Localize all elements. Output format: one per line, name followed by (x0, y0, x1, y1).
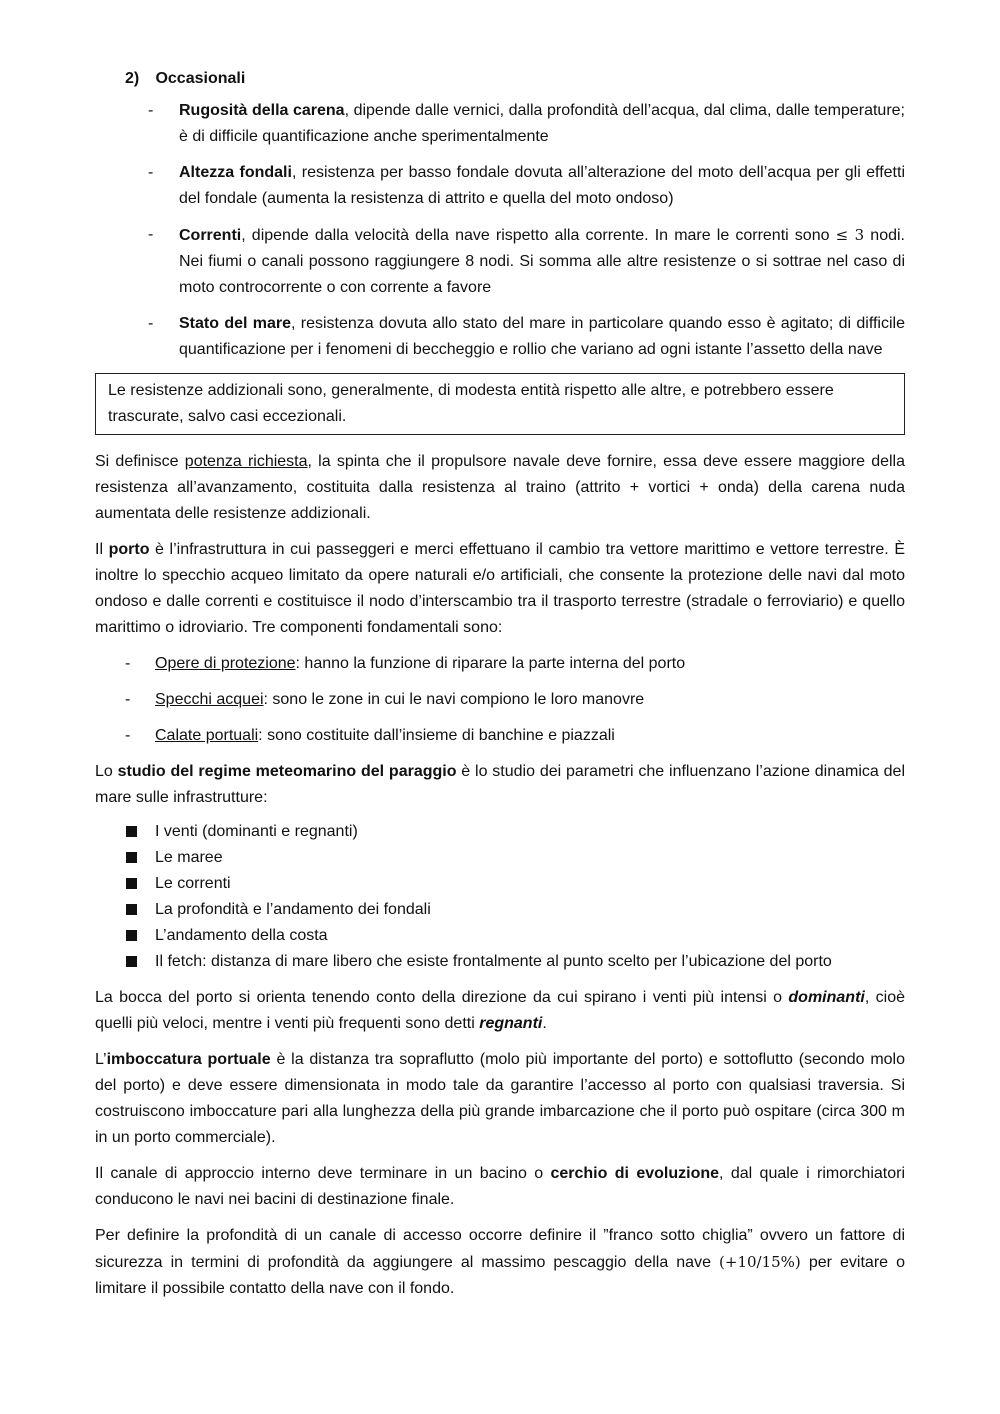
item-text: La profondità e l’andamento dei fondali (155, 901, 431, 918)
bold-term: studio del regime meteomarino del paraggio (117, 763, 457, 780)
paragraph-porto (95, 537, 905, 641)
square-bullet-icon (126, 930, 137, 941)
port-components-list (125, 651, 905, 749)
text-run: La bocca del porto si orienta tenendo conto della direzione da cui spirano i venti più intensi o (95, 989, 789, 1006)
bold-italic-term: regnanti (479, 1015, 543, 1032)
underlined-term: potenza richiesta (184, 453, 308, 470)
dash-bullet: - (148, 102, 154, 119)
paragraph-studio (95, 759, 905, 811)
bold-term: imboccatura portuale (106, 1051, 271, 1068)
list-item (148, 160, 905, 212)
list-item (125, 897, 905, 923)
underlined-term: Opere di protezione (155, 655, 296, 672)
item-text: , resistenza dovuta allo stato del mare in particolare quando esso è agitato; di difficile quantificazione per i fenomeni di beccheggio e rollio che variano ad ogni istante l’assetto della nave (179, 315, 905, 358)
item-term: Correnti (179, 227, 242, 244)
paragraph-franco (95, 1223, 905, 1302)
section-heading (125, 70, 905, 88)
item-text-continued: nodi. Nei fiumi o canali possono raggiungere 8 nodi. Si somma alle altre resistenze o si sottrae nel caso di moto controcorrente o con corrente a favore (179, 227, 905, 296)
paragraph-bocca (95, 985, 905, 1037)
note-box (95, 373, 905, 435)
square-bullet-icon (126, 852, 137, 863)
list-item (125, 819, 905, 845)
item-text: : sono le zone in cui le navi compiono le loro manovre (263, 691, 645, 708)
note-text: Le resistenze addizionali sono, generalmente, di modesta entità rispetto alle altre, e potrebbero essere trascurate, salvo casi eccezionali. (108, 382, 834, 425)
item-text: , resistenza per basso fondale dovuta all’alterazione del moto dell’acqua per gli effetti del fondale (aumenta la resistenza di attrito e quella del moto ondoso) (179, 164, 905, 207)
bold-term: porto (108, 541, 150, 558)
text-run: Per definire la profondità di un canale di accesso occorre definire il ”franco sotto chiglia” ovvero un fattore di sicurezza in termini di profondità da aggiungere al massimo pescaggio della nave (95, 1227, 905, 1271)
page-content (95, 70, 905, 1312)
text-run: L’ (95, 1051, 107, 1068)
item-term: Altezza fondali (179, 164, 292, 181)
square-bullet-icon (126, 878, 137, 889)
text-run: . (542, 1015, 547, 1032)
list-item (148, 222, 905, 301)
list-item (125, 723, 905, 749)
item-text: L’andamento della costa (155, 927, 328, 944)
item-term: Rugosità della carena (179, 102, 345, 119)
square-bullet-icon (126, 826, 137, 837)
list-item (125, 923, 905, 949)
text-run: , la spinta che il propulsore navale deve fornire, essa deve essere maggiore della resistenza all’avanzamento, costituita dalla resistenza al traino (attrito + vortici + onda) della carena nuda aumentata delle resistenze addizionali. (95, 453, 906, 522)
list-item (125, 949, 905, 975)
text-run: Lo (95, 763, 118, 780)
paragraph-canale (95, 1161, 905, 1213)
paragraph-potenza (95, 449, 905, 527)
text-run: Si definisce (95, 453, 185, 470)
list-item (148, 98, 905, 150)
text-run: è lo studio dei parametri che influenzano l’azione dinamica del mare sulle infrastrutture: (95, 763, 905, 806)
item-text: , dipende dalle vernici, dalla profondità dell’acqua, dal clima, dalle temperature; è di difficile quantificazione anche sperimentalmente (179, 102, 906, 145)
item-math: ≤ 3 (835, 226, 865, 244)
text-run: , cioè quelli più veloci, mentre i venti più frequenti sono detti (95, 989, 905, 1032)
dash-bullet: - (148, 164, 154, 181)
list-item (125, 687, 905, 713)
square-bullet-icon (126, 956, 137, 967)
section-title: Occasionali (155, 70, 246, 87)
text-run: è la distanza tra sopraflutto (molo più importante del porto) e sottoflutto (secondo molo del porto) e deve essere dimensionata in modo tale da garantire l’accesso al porto con qualsiasi traversia. Si costruiscono imboccature pari alla lunghezza della più grande imbarcazione che il porto può ospitare (circa 300 m in un porto commerciale). (95, 1051, 906, 1146)
item-text: Le maree (155, 849, 223, 866)
item-text: : sono costituite dall’insieme di banchine e piazzali (258, 727, 615, 744)
dash-bullet: - (125, 727, 131, 744)
text-run: Il (95, 541, 109, 558)
bold-term: cerchio di evoluzione (550, 1165, 720, 1182)
item-text: Il fetch: distanza di mare libero che esiste frontalmente al punto scelto per l’ubicazione del porto (155, 953, 832, 970)
text-run: , dal quale i rimorchiatori conducono le navi nei bacini di destinazione finale. (95, 1165, 906, 1208)
item-text: : hanno la funzione di riparare la parte interna del porto (295, 655, 686, 672)
section-number: 2) (125, 70, 140, 87)
list-item (125, 845, 905, 871)
underlined-term: Calate portuali (155, 727, 259, 744)
dash-bullet: - (148, 315, 154, 332)
bold-italic-term: dominanti (788, 989, 865, 1006)
text-run: Il canale di approccio interno deve terminare in un bacino o (95, 1165, 551, 1182)
list-item (125, 871, 905, 897)
parameters-list (125, 819, 905, 975)
text-run: per evitare o limitare il possibile contatto della nave con il fondo. (95, 1254, 905, 1297)
dash-bullet: - (125, 691, 131, 708)
dash-bullet: - (148, 226, 154, 243)
item-text: Le correnti (155, 875, 231, 892)
math-expression: (+10/15%) (719, 1253, 801, 1271)
text-run: è l’infrastruttura in cui passeggeri e merci effettuano il cambio tra vettore marittimo e vettore terrestre. È inoltre lo specchio acqueo limitato da opere naturali e/o artificiali, che consente la protezione delle navi dal moto ondoso e dalle correnti e costituisce il nodo d’interscambio tra il trasporto terrestre (stradale o ferroviario) e quello marittimo o idroviario. Tre componenti fondamentali sono: (95, 541, 905, 636)
item-term: Stato del mare (179, 315, 291, 332)
list-item (125, 651, 905, 677)
item-text: , dipende dalla velocità della nave rispetto alla corrente. In mare le correnti sono (241, 227, 836, 244)
list-item (148, 311, 905, 363)
occasional-resistances-list (148, 98, 905, 363)
dash-bullet: - (125, 655, 131, 672)
square-bullet-icon (126, 904, 137, 915)
paragraph-imboccatura (95, 1047, 905, 1151)
item-text: I venti (dominanti e regnanti) (155, 823, 358, 840)
underlined-term: Specchi acquei (155, 691, 264, 708)
